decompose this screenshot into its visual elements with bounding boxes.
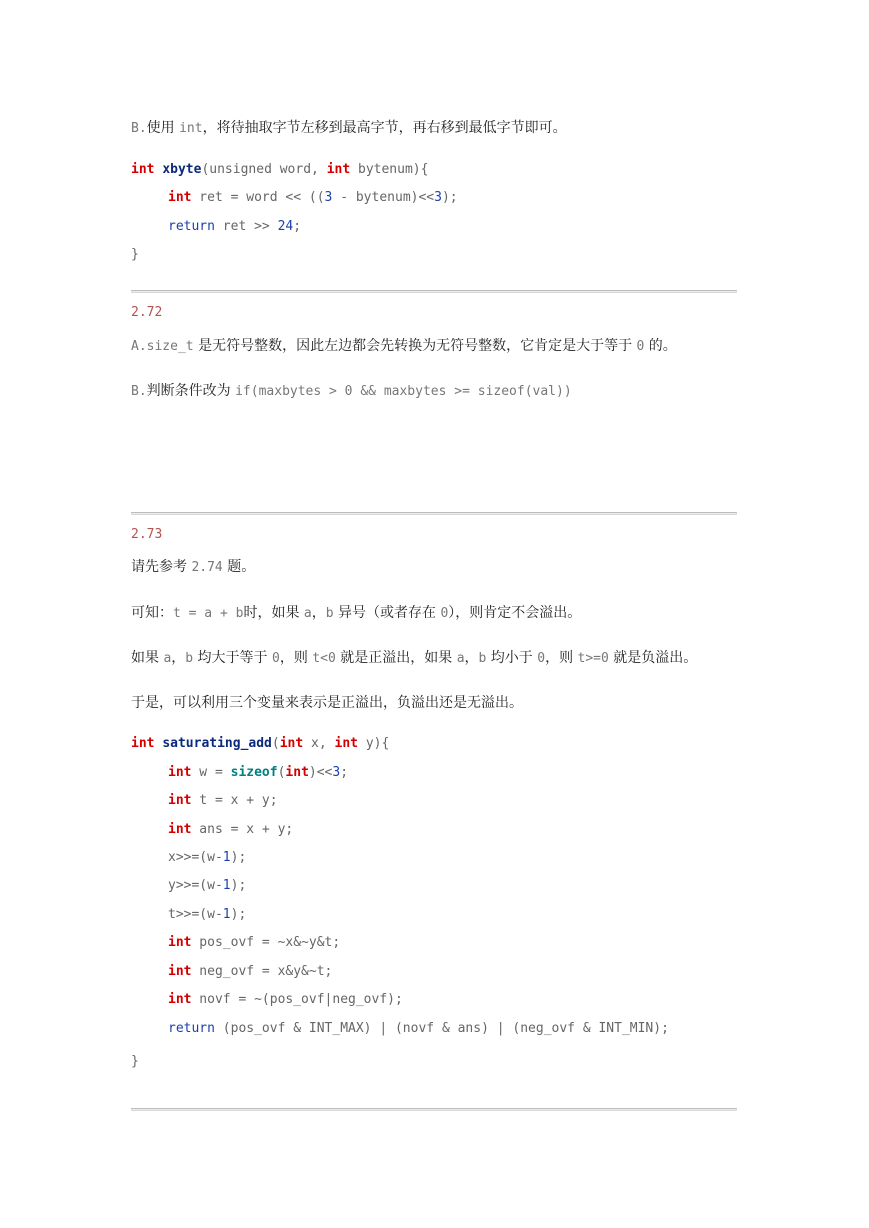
paragraph-b-condition: B.判断条件改为 if(maxbytes > 0 && maxbytes >= sizeof(val)) <box>131 383 572 399</box>
paragraph-overflow-cases: 如果 a，b 均大于等于 0，则 t<0 就是正溢出，如果 a，b 均小于 0，则 t>=0 就是负溢出。 <box>131 650 698 666</box>
code-line: return ret >> 24; <box>168 219 302 234</box>
code-line: int t = x + y; <box>168 793 278 808</box>
section-number: 2.73 <box>131 527 163 542</box>
code-line: t>>=(w-1); <box>168 907 247 922</box>
code-line: } <box>131 1054 139 1069</box>
code-line: return (pos_ovf & INT_MAX) | (novf & ans) | (neg_ovf & INT_MIN); <box>168 1021 669 1036</box>
section-divider <box>131 512 737 515</box>
code-line: int ret = word << ((3 - bytenum)<<3); <box>168 190 458 205</box>
section-divider <box>131 290 737 293</box>
paragraph-conclusion: 于是，可以利用三个变量来表示是正溢出，负溢出还是无溢出。 <box>131 695 523 711</box>
paragraph-b-xbyte: B.使用 int，将待抽取字节左移到最高字节，再右移到最低字节即可。 <box>131 120 567 136</box>
paragraph-known: 可知：t = a + b时，如果 a，b 异号（或者存在 0），则肯定不会溢出。 <box>131 605 582 621</box>
code-line: int novf = ~(pos_ovf|neg_ovf); <box>168 992 403 1007</box>
code-line: int saturating_add(int x, int y){ <box>131 736 390 751</box>
code-line: x>>=(w-1); <box>168 850 247 865</box>
paragraph-refer: 请先参考 2.74 题。 <box>131 559 256 575</box>
paragraph-a-size-t: A.size_t 是无符号整数，因此左边都会先转换为无符号整数，它肯定是大于等于 0 的。 <box>131 338 677 354</box>
code-line: int pos_ovf = ~x&~y&t; <box>168 935 341 950</box>
code-line: int ans = x + y; <box>168 822 294 837</box>
code-line: y>>=(w-1); <box>168 878 247 893</box>
code-line: int xbyte(unsigned word, int bytenum){ <box>131 162 429 177</box>
section-number: 2.72 <box>131 305 163 320</box>
code-line: } <box>131 247 139 262</box>
section-divider <box>131 1108 737 1111</box>
code-line: int w = sizeof(int)<<3; <box>168 765 349 780</box>
code-line: int neg_ovf = x&y&~t; <box>168 964 333 979</box>
